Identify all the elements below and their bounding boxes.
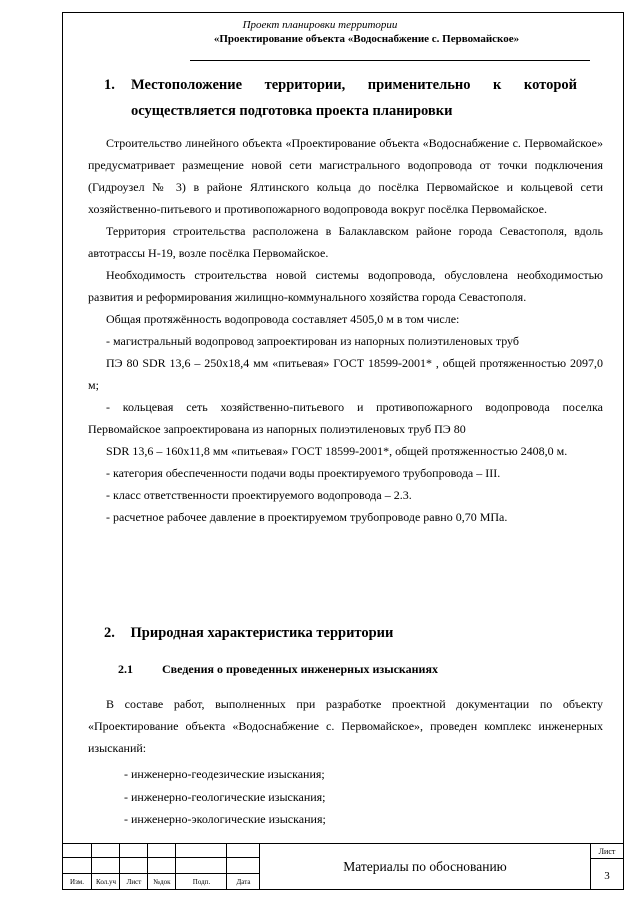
- list-item: - инженерно-экологические изыскания;: [124, 812, 326, 826]
- col-label: Кол.уч: [96, 878, 116, 886]
- header-object: «Проектирование объекта «Водоснабжение с. Первомайское»: [213, 33, 520, 45]
- section-2-title: Природная характеристика территории: [130, 625, 394, 641]
- paragraph: - расчетное рабочее давление в проектируемом трубопроводе равно 0,70 МПа.: [106, 510, 508, 524]
- sheet-label: Лист: [598, 847, 616, 856]
- list-item: - инженерно-геологические изыскания;: [124, 789, 326, 804]
- paragraph: - категория обеспеченности подачи воды проектируемого трубопровода – III.: [106, 466, 501, 480]
- paragraph: - магистральный водопровод запроектирован из напорных полиэтиленовых труб: [106, 334, 519, 348]
- col-label: Изм.: [70, 878, 84, 886]
- section-1-number: 1.: [104, 77, 115, 93]
- section-2-1-title: Сведения о проведенных инженерных изысканиях: [162, 662, 438, 676]
- paragraph: - класс ответственности проектируемого водопровода – 2.3.: [106, 488, 412, 502]
- col-label: Дата: [236, 878, 251, 886]
- paragraph: Строительство линейного объекта «Проектирование объекта «Водоснабжение с. Первомайское» предусматривает размещение новой сети магистрального водопровода от точки подключения (Гидроузел № 3) в районе Ялтинского кольца до посёлка Первомайское и кольцевой сети хозяйственно-питьевого и противопожарного водопровода вокруг посёлка Первомайское.: [88, 136, 603, 216]
- title-block-title: Материалы по обоснованию: [343, 859, 507, 874]
- section-1-title-line2: осуществляется подготовка проекта планировки: [131, 103, 453, 119]
- paragraph: - кольцевая сеть хозяйственно-питьевого и противопожарного водопровода поселка Первомайское запроектирована из напорных полиэтиленовых труб ПЭ 80: [88, 400, 603, 436]
- section-2-number: 2.: [104, 625, 115, 641]
- paragraph: Территория строительства расположена в Балаклавском районе города Севастополя, вдоль автотрассы Н-19, возле посёлка Первомайское.: [88, 224, 603, 260]
- section-2-1-number: 2.1: [118, 662, 133, 676]
- paragraph: Общая протяжённость водопровода составляет 4505,0 м в том числе:: [106, 312, 460, 326]
- section-1-body: [88, 132, 603, 528]
- list-item: - инженерно-геодезические изыскания;: [124, 767, 325, 781]
- col-label: Подп.: [192, 878, 211, 886]
- section-1-title-line1: Местоположение территории, применительно к которой: [131, 77, 577, 93]
- sheet-number: 3: [604, 870, 610, 882]
- section-2-1-body: [88, 693, 603, 759]
- section-2-1-heading: [118, 662, 438, 677]
- survey-list: [124, 763, 326, 831]
- section-2-heading: [104, 625, 393, 642]
- col-label: №док: [153, 878, 171, 886]
- header-rule: [190, 60, 590, 61]
- title-block-sheet-line: [591, 858, 624, 859]
- paragraph: Необходимость строительства новой системы водопровода, обусловлена необходимостью развития и реформирования жилищно-коммунального хозяйства города Севастополя.: [88, 268, 603, 304]
- section-1-heading: [104, 77, 584, 97]
- paragraph: ПЭ 80 SDR 13,6 – 250х18,4 мм «питьевая» ГОСТ 18599-2001* , общей протяженностью 2097,0 м;: [88, 356, 603, 392]
- paragraph: SDR 13,6 – 160х11,8 мм «питьевая» ГОСТ 18599-2001*, общей протяженностью 2408,0 м.: [106, 444, 568, 458]
- col-label: Лист: [126, 878, 142, 886]
- header-project: Проект планировки территории: [242, 19, 398, 31]
- paragraph: В составе работ, выполненных при разработке проектной документации по объекту «Проектирование объекта «Водоснабжение с. Первомайское», проведен комплекс инженерных изысканий:: [88, 697, 603, 755]
